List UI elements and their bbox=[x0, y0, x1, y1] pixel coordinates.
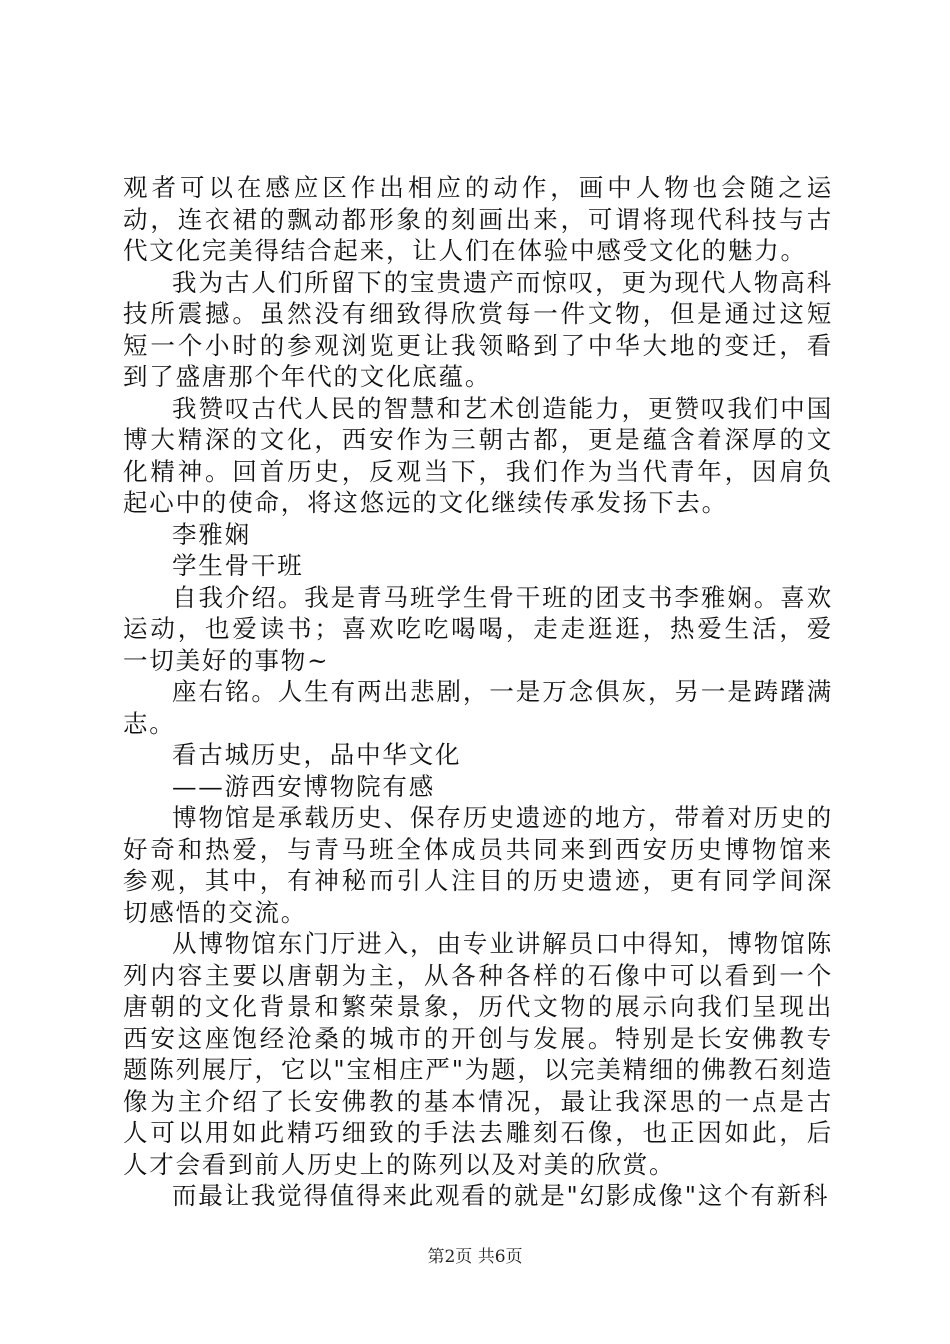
paragraph: 从博物馆东门厅进入，由专业讲解员口中得知，博物馆陈列内容主要以唐朝为主，从各种各样的石像中可以看到一个唐朝的文化背景和繁荣景象，历代文物的展示向我们呈现出西安这座饱经沧桑的城市的开创与发展。特别是长安佛教专题陈列展厅，它以"宝相庄严"为题，以完美精细的佛教石刻造像为主介绍了长安佛教的基本情况，最让我深思的一点是古人可以用如此精巧细致的手法去雕刻石像，也正因如此，后人才会看到前人历史上的陈列以及对美的欣赏。 bbox=[123, 929, 833, 1179]
paragraph: 我为古人们所留下的宝贵遗产而惊叹，更为现代人物高科技所震撼。虽然没有细致得欣赏每一件文物，但是通过这短短一个小时的参观浏览更让我领略到了中华大地的变迁，看到了盛唐那个年代的文化底蕴。 bbox=[123, 267, 833, 391]
paragraph: 而最让我觉得值得来此观看的就是"幻影成像"这个有新科 bbox=[172, 1181, 830, 1210]
self-introduction: 自我介绍。我是青马班学生骨干班的团支书李雅娴。喜欢运动，也爱读书；喜欢吃吃喝喝，走走逛逛，热爱生活，爱一切美好的事物~ bbox=[123, 582, 833, 675]
paragraph: 我赞叹古代人民的智慧和艺术创造能力，更赞叹我们中国博大精深的文化，西安作为三朝古都，更是蕴含着深厚的文化精神。回首历史，反观当下，我们作为当代青年，因肩负起心中的使命，将这悠远的文化继续传承发扬下去。 bbox=[123, 393, 833, 517]
paragraph: 博物馆是承载历史、保存历史遗迹的地方，带着对历史的好奇和热爱，与青马班全体成员共同来到西安历史博物馆来参观，其中，有神秘而引人注目的历史遗迹，更有同学间深切感悟的交流。 bbox=[123, 803, 833, 927]
page-number-footer: 第2页 共6页 bbox=[427, 1247, 523, 1267]
paragraph-continued: 观者可以在感应区作出相应的动作，画中人物也会随之运动，连衣裙的飘动都形象的刻画出来，可谓将现代科技与古代文化完美得结合起来，让人们在体验中感受文化的魅力。 bbox=[123, 173, 833, 265]
author-class: 学生骨干班 bbox=[172, 551, 304, 580]
author-name: 李雅娴 bbox=[172, 519, 251, 549]
body-text bbox=[123, 172, 833, 1212]
motto: 座右铭。人生有两出悲剧，一是万念俱灰，另一是踌躇满志。 bbox=[123, 677, 833, 738]
essay-subtitle: ——游西安博物院有感 bbox=[172, 771, 435, 801]
essay-title: 看古城历史，品中华文化 bbox=[172, 740, 462, 769]
